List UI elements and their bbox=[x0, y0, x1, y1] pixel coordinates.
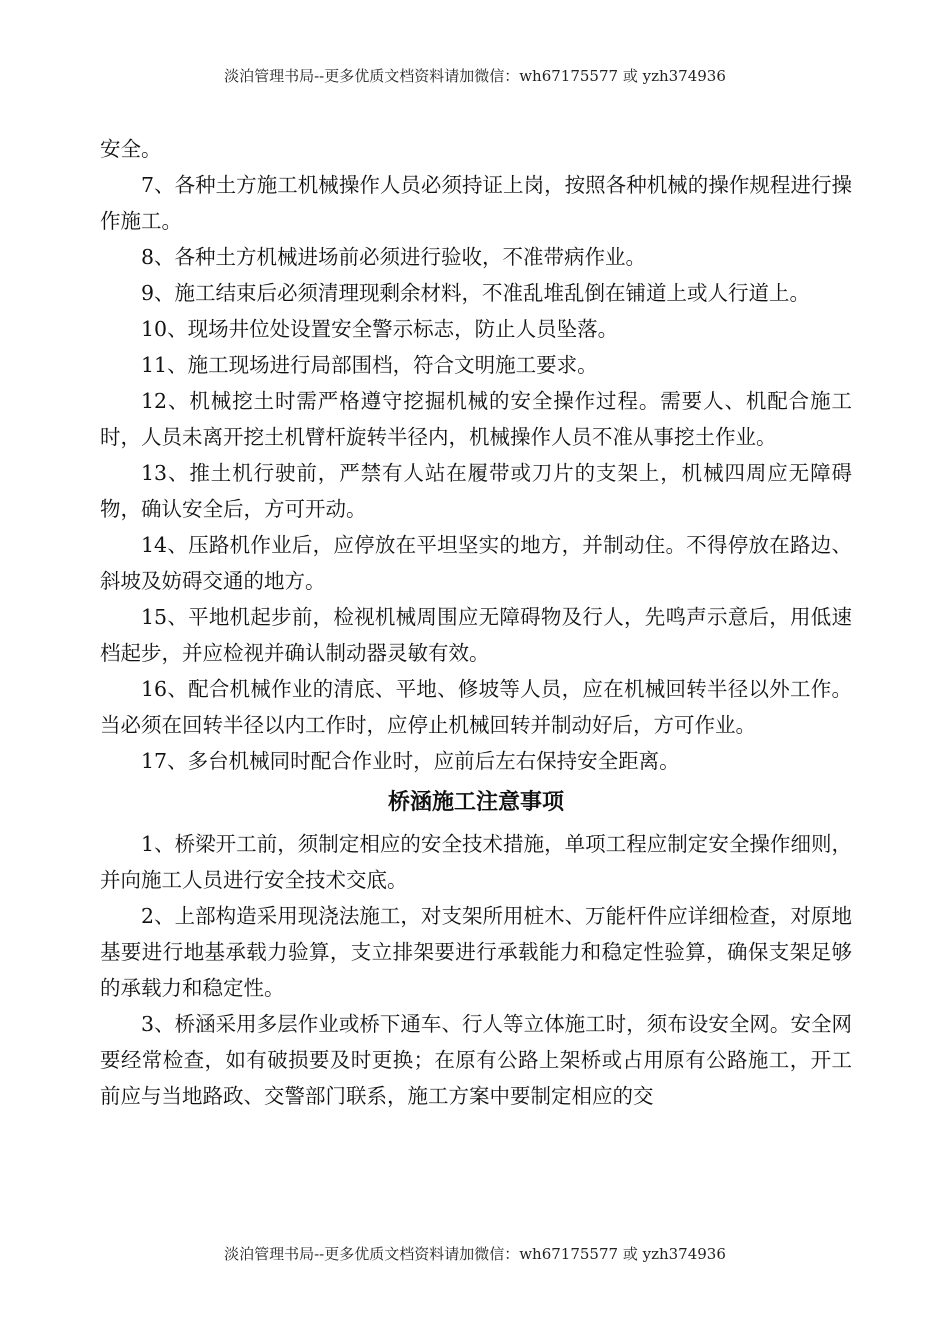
document-body bbox=[100, 131, 852, 1114]
running-header: 淡泊管理书局--更多优质文档资料请加微信：wh67175577 或 yzh374936 bbox=[224, 67, 726, 85]
list-item: 3、桥涵采用多层作业或桥下通车、行人等立体施工时，须布设安全网。安全网要经常检查，如有破损要及时更换；在原有公路上架桥或占用原有公路施工，开工前应与当地路政、交警部门联系，施工方案中要制定相应的交 bbox=[100, 1012, 852, 1108]
list-item: 16、配合机械作业的清底、平地、修坡等人员，应在机械回转半径以外工作。当必须在回转半径以内工作时，应停止机械回转并制动好后，方可作业。 bbox=[100, 677, 852, 737]
list-item: 12、机械挖土时需严格遵守挖掘机械的安全操作过程。需要人、机配合施工时，人员未离开挖土机臂杆旋转半径内，机械操作人员不准从事挖土作业。 bbox=[100, 389, 852, 449]
list-item: 2、上部构造采用现浇法施工，对支架所用桩木、万能杆件应详细检查，对原地基要进行地基承载力验算，支立排架要进行承载能力和稳定性验算，确保支架足够的承载力和稳定性。 bbox=[100, 904, 852, 1000]
list-item: 17、多台机械同时配合作业时，应前后左右保持安全距离。 bbox=[141, 749, 680, 773]
earthwork-safety-list bbox=[100, 167, 852, 779]
list-item: 13、推土机行驶前，严禁有人站在履带或刀片的支架上，机械四周应无障碍物，确认安全后，方可开动。 bbox=[100, 461, 852, 521]
list-item: 1、桥梁开工前，须制定相应的安全技术措施，单项工程应制定安全操作细则，并向施工人员进行安全技术交底。 bbox=[100, 832, 852, 892]
bridge-safety-list bbox=[100, 826, 852, 1114]
continuation-text: 安全。 bbox=[100, 137, 162, 161]
running-footer: 淡泊管理书局--更多优质文档资料请加微信：wh67175577 或 yzh374936 bbox=[224, 1245, 726, 1263]
list-item: 11、施工现场进行局部围档，符合文明施工要求。 bbox=[141, 353, 598, 377]
list-item: 7、各种土方施工机械操作人员必须持证上岗，按照各种机械的操作规程进行操作施工。 bbox=[100, 173, 852, 233]
list-item: 9、施工结束后必须清理现剩余材料，不准乱堆乱倒在铺道上或人行道上。 bbox=[141, 281, 811, 305]
list-item: 10、现场井位处设置安全警示标志，防止人员坠落。 bbox=[141, 317, 619, 341]
section-title: 桥涵施工注意事项 bbox=[387, 789, 564, 815]
list-item: 8、各种土方机械进场前必须进行验收，不准带病作业。 bbox=[141, 245, 647, 269]
list-item: 15、平地机起步前，检视机械周围应无障碍物及行人，先鸣声示意后，用低速档起步，并应检视并确认制动器灵敏有效。 bbox=[100, 605, 852, 665]
list-item: 14、压路机作业后，应停放在平坦坚实的地方，并制动住。不得停放在路边、斜坡及妨碍交通的地方。 bbox=[100, 533, 852, 593]
